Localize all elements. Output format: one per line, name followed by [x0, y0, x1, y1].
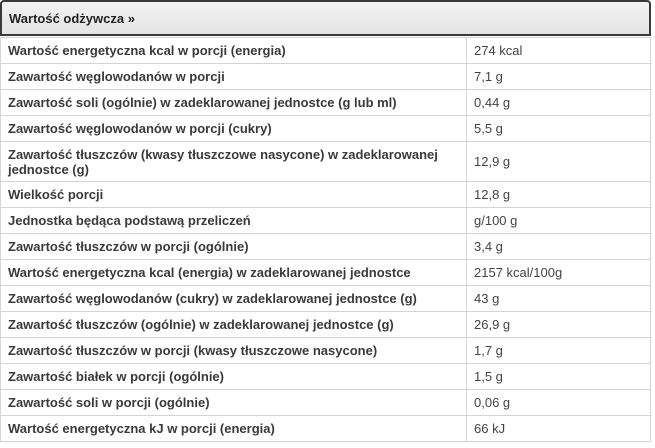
row-label: Wartość energetyczna kJ w porcji (energia) [1, 416, 467, 442]
row-value: 274 kcal [467, 38, 651, 64]
row-value: 26,9 g [467, 312, 651, 338]
nutrition-panel-title: Wartość odżywcza » [9, 10, 135, 26]
nutrition-table [0, 37, 651, 442]
table-row [1, 260, 651, 286]
table-row [1, 390, 651, 416]
row-label: Zawartość węglowodanów w porcji (cukry) [1, 116, 467, 142]
row-label: Zawartość tłuszczów w porcji (kwasy tłuszczowe nasycone) [1, 338, 467, 364]
row-value: 7,1 g [467, 64, 651, 90]
row-value: 2157 kcal/100g [467, 260, 651, 286]
row-value: 1,7 g [467, 338, 651, 364]
row-label: Zawartość soli w porcji (ogólnie) [1, 390, 467, 416]
table-row [1, 416, 651, 442]
table-row [1, 90, 651, 116]
table-row [1, 182, 651, 208]
row-label: Wartość energetyczna kcal (energia) w zadeklarowanej jednostce [1, 260, 467, 286]
table-row [1, 64, 651, 90]
row-label: Zawartość białek w porcji (ogólnie) [1, 364, 467, 390]
row-value: 0,44 g [467, 90, 651, 116]
table-row [1, 116, 651, 142]
row-label: Zawartość tłuszczów (kwasy tłuszczowe nasycone) w zadeklarowanej jednostce (g) [1, 142, 467, 182]
table-row [1, 338, 651, 364]
row-label: Zawartość tłuszczów w porcji (ogólnie) [1, 234, 467, 260]
row-label: Wartość energetyczna kcal w porcji (energia) [1, 38, 467, 64]
row-label: Zawartość tłuszczów (ogólnie) w zadeklarowanej jednostce (g) [1, 312, 467, 338]
table-row [1, 364, 651, 390]
table-row [1, 38, 651, 64]
row-label: Zawartość węglowodanów w porcji [1, 64, 467, 90]
row-value: g/100 g [467, 208, 651, 234]
row-value: 1,5 g [467, 364, 651, 390]
table-row [1, 312, 651, 338]
row-value: 5,5 g [467, 116, 651, 142]
row-label: Zawartość węglowodanów (cukry) w zadeklarowanej jednostce (g) [1, 286, 467, 312]
table-row [1, 142, 651, 182]
nutrition-panel-header[interactable] [0, 0, 651, 36]
row-value: 3,4 g [467, 234, 651, 260]
row-value: 66 kJ [467, 416, 651, 442]
row-value: 43 g [467, 286, 651, 312]
table-row [1, 208, 651, 234]
table-row [1, 234, 651, 260]
row-value: 0,06 g [467, 390, 651, 416]
row-label: Zawartość soli (ogólnie) w zadeklarowanej jednostce (g lub ml) [1, 90, 467, 116]
table-row [1, 286, 651, 312]
row-value: 12,8 g [467, 182, 651, 208]
row-value: 12,9 g [467, 142, 651, 182]
row-label: Wielkość porcji [1, 182, 467, 208]
row-label: Jednostka będąca podstawą przeliczeń [1, 208, 467, 234]
